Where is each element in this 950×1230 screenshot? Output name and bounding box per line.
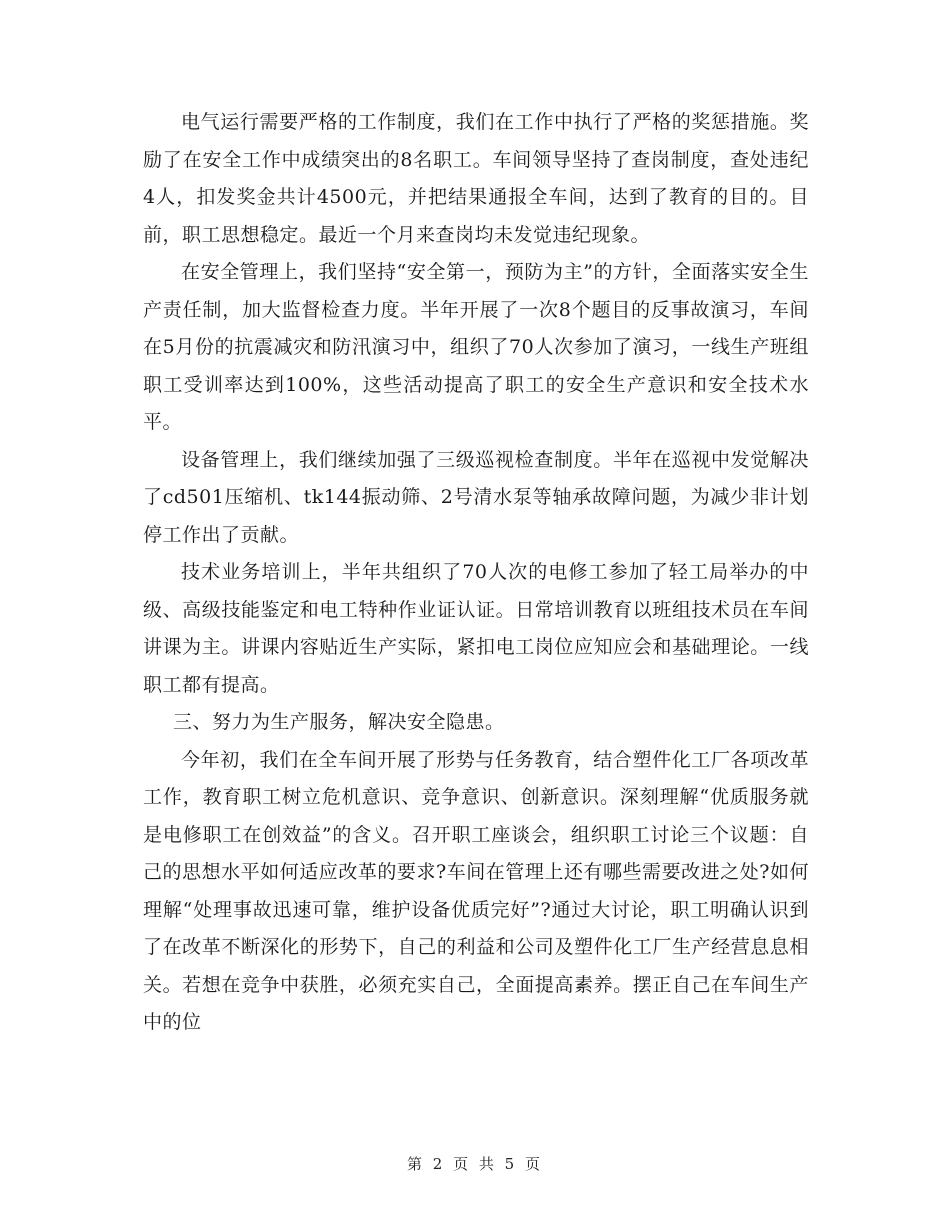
paragraph-technical-training: 技术业务培训上，半年共组织了70人次的电修工参加了轻工局举办的中级、高级技能鉴定和电工特种作业证认证。日常培训教育以班组技术员在车间讲课为主。讲课内容贴近生产实际，紧扣电工岗位应知应会和基础理论。一线职工都有提高。: [143, 561, 809, 696]
page-number-footer: 第 2 页 共 5 页: [407, 1155, 543, 1173]
section-heading: 三、努力为生产服务，解决安全隐患。: [173, 711, 505, 733]
paragraph-safety-management: 在安全管理上，我们坚持“安全第一，预防为主”的方针，全面落实安全生产责任制，加大监督检查力度。半年开展了一次8个题目的反事故演习，车间在5月份的抗震减灾和防汛演习中，组织了70人次参加了演习，一线生产班组职工受训率达到100%，这些活动提高了职工的安全生产意识和安全技术水平。: [143, 261, 809, 433]
paragraph-discipline: 电气运行需要严格的工作制度，我们在工作中执行了严格的奖惩措施。奖励了在安全工作中成绩突出的8名职工。车间领导坚持了查岗制度，查处违纪4人，扣发奖金共计4500元，并把结果通报全车间，达到了教育的目的。目前，职工思想稳定。最近一个月来查岗均未发觉违纪现象。: [143, 111, 809, 246]
paragraph-equipment-management: 设备管理上，我们继续加强了三级巡视检查制度。半年在巡视中发觉解决了cd501压缩机、tk144振动筛、2号清水泵等轴承故障问题，为减少非计划停工作出了贡献。: [143, 448, 809, 546]
document-body: [143, 104, 809, 1042]
paragraph-education: 今年初，我们在全车间开展了形势与任务教育，结合塑件化工厂各项改革工作，教育职工树立危机意识、竞争意识、创新意识。深刻理解“优质服务就是电修职工在创效益”的含义。召开职工座谈会，组织职工讨论三个议题：自己的思想水平如何适应改革的要求?车间在管理上还有哪些需要改进之处?如何理解“处理事故迅速可靠，维护设备优质完好”?通过大讨论，职工明确认识到了在改革不断深化的形势下，自己的利益和公司及塑件化工厂生产经营息息相关。若想在竞争中获胜，必须充实自己，全面提高素养。摆正自己在车间生产中的位: [143, 748, 809, 1033]
